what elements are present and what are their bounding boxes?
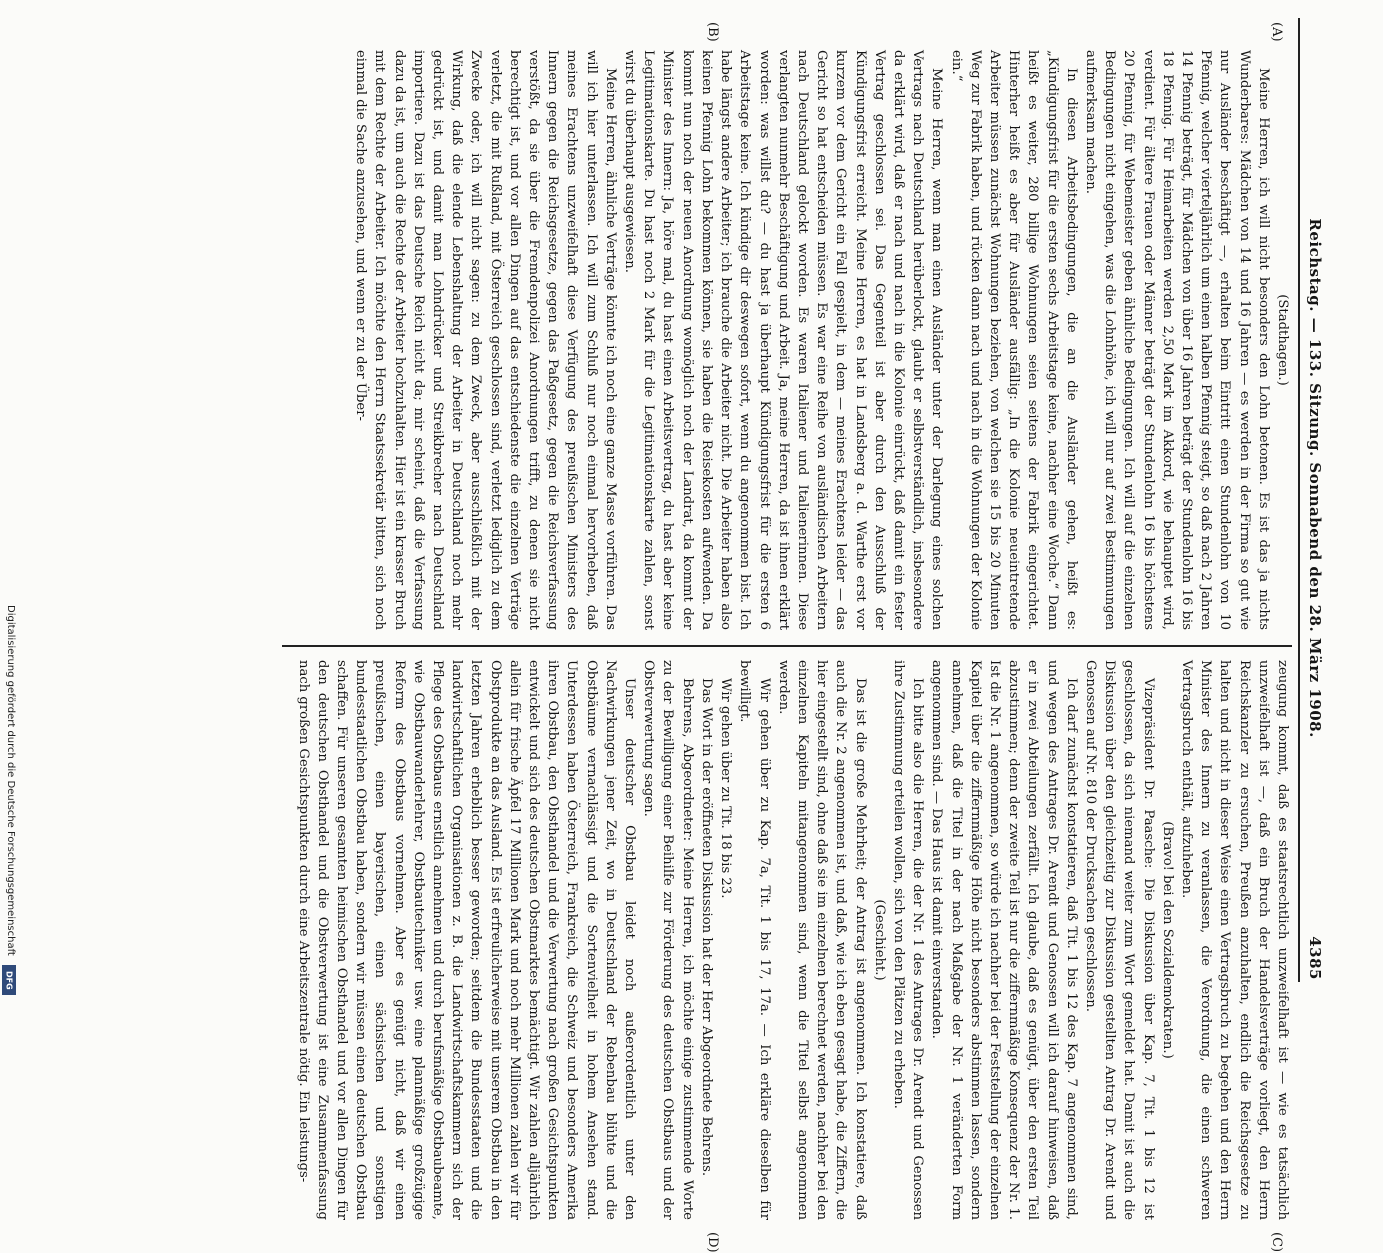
margin-mark-a: (A) <box>1269 22 1284 42</box>
column-divider <box>282 645 1292 647</box>
paragraph: Ich darf zunächst konstatieren, daß Tit. 1 bis 12 des Kap. 7 angenommen sind, und wegen des Antrages Dr. Arendt und Genossen will ich darauf hinweisen, daß er in zwei Abteilungen zerfällt. Ich glaube, daß es genügt, über den ersten Teil abzustimmen; denn der zweite Teil ist nur die ziffernmäßige Konsequenz der Nr. 1. Ist die Nr. 1 angenommen, so würde ich nachher bei der Feststellung der einzelnen Kapitel über die ziffernmäßige Höhe nicht besonders abstimmen lassen, sondern annehmen, daß die Titel in der nach Maßgabe der Nr. 1 veränderten Form angenommen sind. — Das Haus ist damit einverstanden. <box>929 660 1079 1220</box>
paragraph: Wir gehen über zu Kap. 7a, Tit. 1 bis 17, 17a. — Ich erkläre dieselben für bewilligt. <box>737 660 772 1220</box>
paragraph: In diesen Arbeitsbedingungen, die an die Ausländer gehen, heißt es: „Kündigungsfrist für die ersten sechs Arbeitstage keine, nachher eine Woche.“ Dann heißt es weiter, 280 billige Wohnungen seien seitens der Fabrik eingerichtet. Hinterher heißt es aber für Ausländer ausfällig: „In die Kolonie neueintretende Arbeiter müssen zunächst Wohnungen beziehen, von welchen sie 15 bis 20 Minuten Weg zur Fabrik haben, und rücken dann nach und nach in die Wohnungen der Kolonie ein.“ <box>948 50 1079 630</box>
applause-note: (Bravo! bei den Sozialdemokraten.) <box>1159 821 1175 1059</box>
margin-mark-d: (D) <box>705 1232 720 1253</box>
paragraph: Das Wort in der eröffneten Diskussion hat der Herr Abgeordnete Behrens. <box>698 678 714 1177</box>
paragraph: Vizepräsident Dr. Paasche: Die Diskussion über Kap. 7, Tit. 1 bis 12 ist geschlossen, da sich niemand weiter zum Wort gemeldet hat. Damit ist auch die Diskussion über den gleichzeitig zur Diskussion gestellten Antrag Dr. Arendt und Genossen auf Nr. 810 der Drucksachen geschlossen. <box>1082 660 1156 1220</box>
paragraph: Das ist die große Mehrheit; der Antrag ist angenommen. Ich konstatiere, daß auch die Nr. 2 angenommen ist, und daß, wie ich eben gesagt habe, die Ziffern, die hier eingestellt sind, ohne daß sie im einzelnen berechnet werden, nachher bei den einzelnen Kapiteln mitangenommen sind, wenn die Titel selbst angenommen werden. <box>775 660 868 1220</box>
action-note: (Geschieht.) <box>871 899 887 981</box>
page-number: 4385 <box>1306 936 1324 980</box>
paragraph: zeugung kommt, daß es staatsrechtlich unzweifelhaft ist — wie es tatsächlich unzweifelhaft ist —, daß ein Bruch der Handelsverträge vorliegt, den Herrn Reichskanzler zu ersuchen, Preußen anzuhalten, endlich die Reichsgesetze zu halten und nicht in dieser Weise einen Vertragsbruch zu begehen und den Herrn Minister des Innern zu veranlassen, die Verordnung, die einen schweren Vertragsbruch enthält, aufzuheben. <box>1178 660 1290 1220</box>
margin-mark-c: (C) <box>1269 1232 1284 1253</box>
paragraph: Unser deutscher Obstbau leidet noch außerordentlich unter den Nachwirkungen jener Zeit, wo in Deutschland der Rebenbau blühte und die Obstbäume vernachlässigt und die Sortenvielheit in hohem Ansehen stand. Unterdessen haben Österreich, Frankreich, die Schweiz und besonders Amerika ihren Obstbau, den Obsthandel und die Verwertung nach großen Gesichtspunkten entwickelt und sich des deutschen Obstmarktes bemächtigt. Wir zahlen alljährlich allein für frische Äpfel 17 Millionen Mark und noch mehr Millionen zahlen wir für Obstprodukte an das Ausland. Es ist erfreulicherweise mit unserem Obstbau in den letzten Jahren erheblich besser geworden; seitdem die Bundesstaaten und die landwirtschaftlichen Organisationen z. B. die Landwirtschaftskammern sich der Pflege des Obstbaus ernstlich annehmen und durch berufsmäßige Obstbaubeamte, wie Obstbauwanderlehrer, Obstbautechniker usw. eine planmäßige großzügige Reform des Obstbaus vornehmen. Aber es genügt nicht, daß wir einen preußischen, einen bayerischen, einen sächsischen und sonstigen bundesstaatlichen Obstbau haben, sondern wir müssen einen deutschen Obstbau schaffen. Für unseren gesamten heimischen Obsthandel und vor allen Dingen für den deutschen Obsthandel und die Obstverwertung ist eine Zusammenfassung nach großen Gesichtspunkten durch eine Arbeitszentrale nötig. Ein leistungs- <box>295 660 638 1220</box>
funding-note <box>2 605 18 995</box>
paragraph: Wir gehen über zu Tit. 18 bis 23. <box>718 678 734 899</box>
paragraph: Meine Herren, ich will nicht besonders den Lohn betonen. Es ist das ja nichts Wunderbares: Mädchen von 14 und 16 Jahren — es werden in der Firma so gut wie nur Ausländer beschäftigt —, erhalten beim Eintritt einen Stundenlohn von 10 Pfennig, welcher vierteljährlich um einen halben Pfennig steigt, so daß nach 2 Jahren 14 Pfennig beträgt, für Mädchen von über 16 Jahren beträgt der Stundenlohn 16 bis 18 Pfennig. Für Heimarbeiten werden 2,50 Mark im Akkord, wie behauptet wird, verdient. Für ältere Frauen oder Männer beträgt der Stundenlohn 16 bis höchstens 20 Pfennig, für Webemeister geben ähnliche Bedingungen. Ich will auf die einzelnen Bedingungen nicht eingehen, was die Lohnhöhe, ich will nur auf zwei Bestimmungen aufmerksam machen. <box>1082 50 1271 630</box>
paragraph: Meine Herren, ähnliche Verträge könnte ich noch eine ganze Masse vorführen. Das will ich hier unterlassen. Ich will zum Schluß nur noch einmal hervorheben, daß meines Erachtens unzweifelhaft diese Verfügung des preußischen Ministers des Innern gegen die Reichsgesetze, gegen das Paßgesetz, gegen die Reichsverfassung verstößt, da sie über die Fremdenpolizei Anordnungen trifft, zu denen sie nicht berechtigt ist, und vor allen Dingen auf das entschiedenste die einzelnen Verträge verletzt, die mit Rußland, mit Österreich geschlossen sind, verletzt lediglich zu dem Zwecke oder, ich will nicht sagen: zu dem Zweck, aber ausschließlich mit der Wirkung, daß die elende Lebenshaltung der Arbeiter in Deutschland noch mehr gedrückt ist, und damit man Lohndrücker und Streikbrecher nach Deutschland importiere. Dazu ist das Deutsche Reich nicht da; mir scheint, daß die Verfassung dazu da ist, um auch die Rechte der Arbeiter hochzuhalten. Hier ist ein krasser Bruch mit dem Rechte der Arbeiter. Ich möchte den Herrn Staatssekretär bitten, sich noch einmal die Sache anzusehen, und wenn er zu der Über- <box>353 50 618 630</box>
header-rule <box>1298 18 1300 982</box>
header-title: Reichstag. — 133. Sitzung. Sonnabend den 28. März 1908. <box>1306 218 1324 738</box>
paragraph: Ich bitte also die Herren, die der Nr. 1 des Antrages Dr. Arendt und Genossen ihre Zustimmung erteilen wollen, sich von den Plätzen zu erheben. <box>890 660 926 1220</box>
document-page <box>62 0 1332 1253</box>
dfg-logo: DFG <box>2 965 16 995</box>
margin-mark-b: (B) <box>705 22 720 42</box>
page-header <box>1302 20 1328 980</box>
left-column <box>351 50 1292 630</box>
paragraph: Behrens, Abgeordneter: Meine Herren, ich möchte einige zustimmende Worte zu der Bewilligung einer Beihilfe zur Förderung des deutschen Obstbaus und der Obstverwertung sagen. <box>641 660 695 1220</box>
speaker-tag: (Stadthagen.) <box>1275 294 1290 386</box>
funding-note-text: Digitalisierung gefördert durch die Deutsche Forschungsgemeinschaft <box>5 605 16 956</box>
right-column <box>293 660 1292 1220</box>
paragraph: Meine Herren, wenn man einen Ausländer unter der Darlegung eines solchen Vertrags nach Deutschland herüberlockt, glaubt er selbstverständlich, insbesondere da erklärt wird, daß er nach und nach in die Kolonie einrückt, daß damit ein fester Vertrag geschlossen sei. Das Gegenteil ist aber durch den Ausschluß der Kündigungsfrist erreicht. Meine Herren, es hat in Landsberg a. d. Warthe erst vor kurzem vor dem Gericht ein Fall gespielt, in dem — meines Erachtens leider — das Gericht so hat entscheiden müssen. Es war eine Reihe von ausländischen Arbeitern nach Deutschland gelockt worden. Es waren Italiener und Italienerinnen. Diese verlangten nunmehr Beschäftigung und Arbeit. Ja, meine Herren, da ist ihnen erklärt worden: was willst du? — du hast ja überhaupt Kündigungsfrist für die ersten 6 Arbeitstage keine. Ich kündige dir deswegen sofort, wenn du angenommen bist. Ich habe längst andere Arbeiter; ich brauche die Arbeiter nicht. Die Arbeiter haben also keinen Pfennig Lohn bekommen können, sie haben die Reisekosten aufwenden. Da kommt nun noch der neuen Anordnung womöglich noch der Landrat, da kommt der Minister des Innern: Ja, höre mal, du hast einen Arbeitsvertrag, du hast aber keine Legitimationskarte. Du hast noch 2 Mark für die Legitimationskarte zahlen, sonst wirst du überhaupt ausgewiesen. <box>622 50 945 630</box>
